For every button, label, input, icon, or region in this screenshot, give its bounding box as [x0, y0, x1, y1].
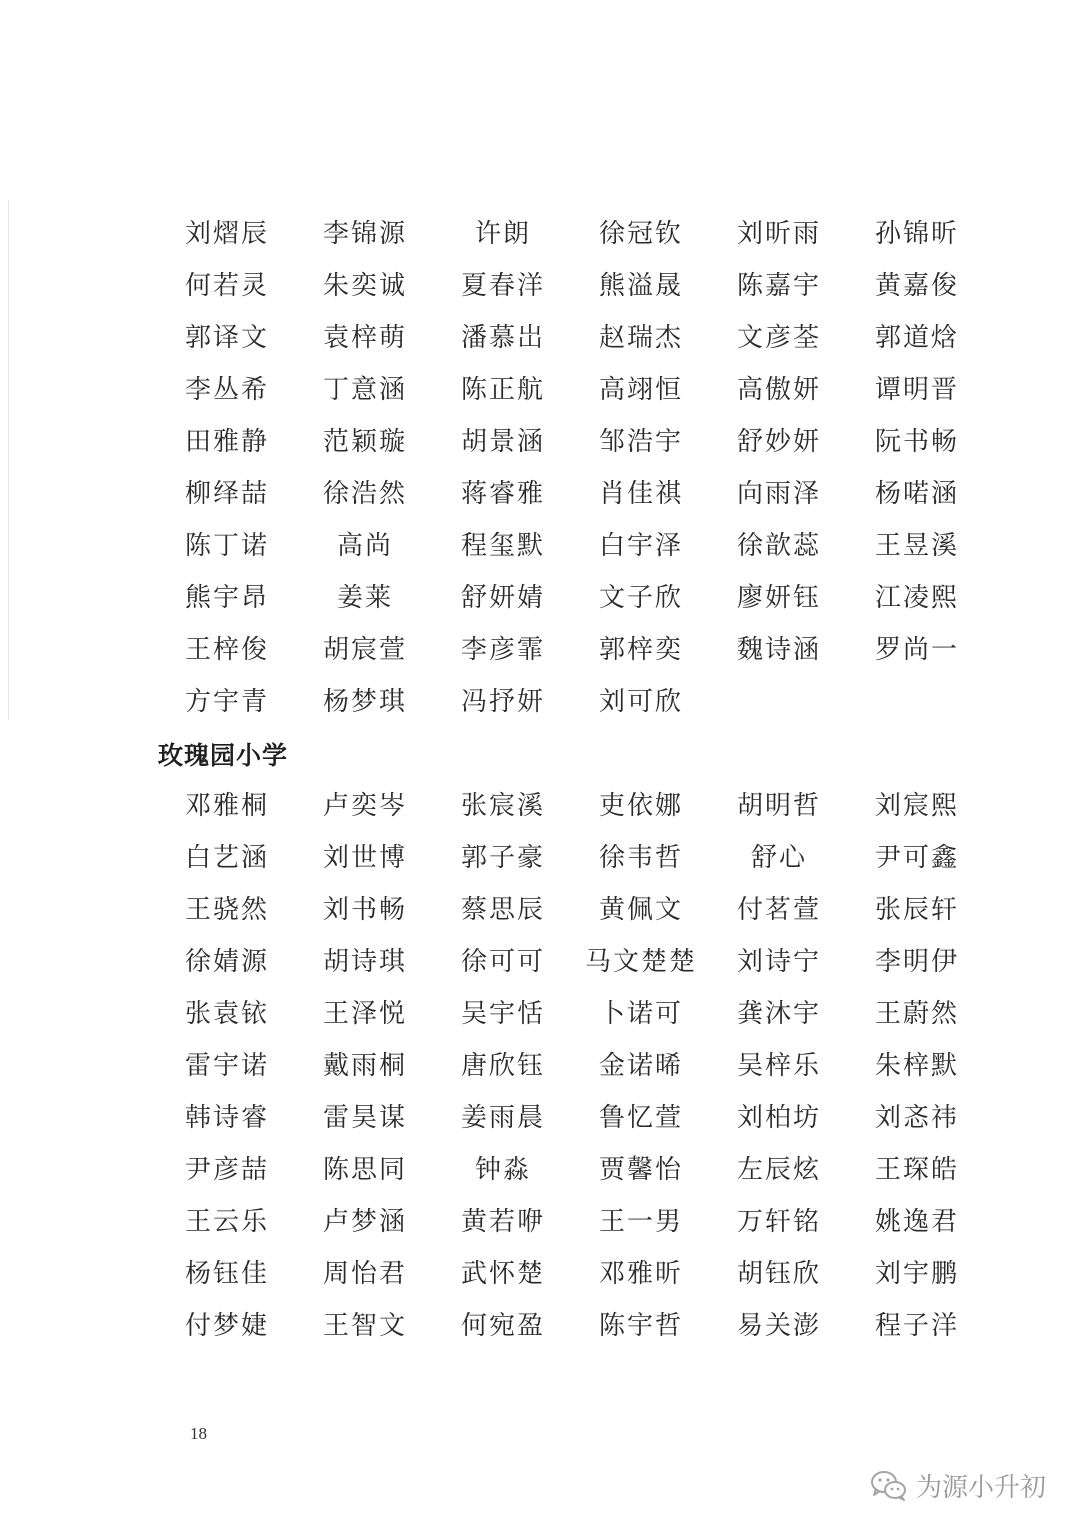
student-name: 孙锦昕: [874, 219, 959, 249]
name-row: [158, 676, 988, 728]
student-name: 邓雅昕: [598, 1259, 683, 1289]
student-name: 高傲妍: [736, 375, 821, 405]
student-name: 陈丁诺: [184, 531, 269, 561]
student-name: 朱奕诚: [322, 271, 407, 301]
student-name: 蒋睿雅: [460, 479, 545, 509]
student-name: 雷宇诺: [184, 1051, 269, 1081]
student-name: 白宇泽: [598, 531, 683, 561]
student-name: 魏诗涵: [736, 635, 821, 665]
student-name: 李彦霏: [460, 635, 545, 665]
student-name: 王骁然: [184, 895, 269, 925]
student-name: 胡宸萱: [322, 635, 407, 665]
student-name: 方宇青: [184, 687, 269, 717]
name-row: [158, 208, 988, 260]
name-row: [158, 312, 988, 364]
student-name: 潘慕岀: [460, 323, 545, 353]
student-name: 郭子豪: [460, 843, 545, 873]
student-name: 刘柏坊: [736, 1103, 821, 1133]
student-name: 高尚: [336, 531, 393, 561]
student-name: 丁意涵: [322, 375, 407, 405]
student-name: 罗尚一: [874, 635, 959, 665]
student-name: 周怡君: [322, 1259, 407, 1289]
student-name: 朱梓默: [874, 1051, 959, 1081]
student-name: 刘宸熙: [874, 791, 959, 821]
student-name: 杨钰佳: [184, 1259, 269, 1289]
student-name: 王智文: [322, 1311, 407, 1341]
student-name: 武怀楚: [460, 1259, 545, 1289]
student-name: 夏春洋: [460, 271, 545, 301]
student-name: 戴雨桐: [322, 1051, 407, 1081]
student-name: 王昱溪: [874, 531, 959, 561]
student-name: 刘诗宁: [736, 947, 821, 977]
student-name: 刘世博: [322, 843, 407, 873]
watermark: [870, 1467, 1046, 1504]
name-row: [158, 1092, 988, 1144]
student-name: 程子洋: [874, 1311, 959, 1341]
student-name: 胡景涵: [460, 427, 545, 457]
student-name: 舒心: [750, 843, 807, 873]
student-name: 胡钰欣: [736, 1259, 821, 1289]
student-name: 徐歆蕊: [736, 531, 821, 561]
student-name: 熊宇昂: [184, 583, 269, 613]
student-name: 何宛盈: [460, 1311, 545, 1341]
student-name: 胡明哲: [736, 791, 821, 821]
student-name: 舒妙妍: [736, 427, 821, 457]
student-name: 文彦荃: [736, 323, 821, 353]
student-name: 黄若咿: [460, 1207, 545, 1237]
student-name: 徐浩然: [322, 479, 407, 509]
name-row: [158, 572, 988, 624]
student-name: 杨梦琪: [322, 687, 407, 717]
name-row: [158, 1248, 988, 1300]
student-name: 廖妍钰: [736, 583, 821, 613]
student-name: 吴梓乐: [736, 1051, 821, 1081]
student-name: 王蔚然: [874, 999, 959, 1029]
name-row: [158, 780, 988, 832]
student-name: 左辰炫: [736, 1155, 821, 1185]
student-name: 姜雨晨: [460, 1103, 545, 1133]
student-name: 熊溢晟: [598, 271, 683, 301]
student-name: 李丛希: [184, 375, 269, 405]
student-name: 郭译文: [184, 323, 269, 353]
student-name: 贾馨怡: [598, 1155, 683, 1185]
name-row: [158, 832, 988, 884]
name-row: [158, 624, 988, 676]
name-row: [158, 936, 988, 988]
student-name: 唐欣钰: [460, 1051, 545, 1081]
name-row: [158, 520, 988, 572]
student-name: 徐韦哲: [598, 843, 683, 873]
student-name: 向雨泽: [736, 479, 821, 509]
student-name: 黄嘉俊: [874, 271, 959, 301]
student-name: 龚沐宇: [736, 999, 821, 1029]
student-name: 鲁忆萱: [598, 1103, 683, 1133]
name-list-2: [158, 780, 988, 1352]
student-name: 白艺涵: [184, 843, 269, 873]
student-name: 高翊恒: [598, 375, 683, 405]
student-name: 王一男: [598, 1207, 683, 1237]
student-name: 柳绎喆: [184, 479, 269, 509]
student-name: 王泽悦: [322, 999, 407, 1029]
name-row: [158, 260, 988, 312]
student-name: 万轩铭: [736, 1207, 821, 1237]
watermark-text: 为源小升初: [915, 1473, 1046, 1503]
student-name: 钟淼: [474, 1155, 531, 1185]
name-row: [158, 468, 988, 520]
student-name: 姜莱: [336, 583, 393, 613]
name-row: [158, 988, 988, 1040]
student-name: 刘忞祎: [874, 1103, 959, 1133]
student-name: 付茗萱: [736, 895, 821, 925]
name-row: [158, 364, 988, 416]
scan-edge-line: [8, 200, 9, 720]
student-name: 舒妍婧: [460, 583, 545, 613]
student-name: 范颖璇: [322, 427, 407, 457]
section-heading: 玫瑰园小学: [158, 741, 289, 770]
student-name: 卢奕岑: [322, 791, 407, 821]
name-row: [158, 1144, 988, 1196]
student-name: 蔡思辰: [460, 895, 545, 925]
student-name: 郭道焓: [874, 323, 959, 353]
student-name: 刘可欣: [598, 687, 683, 717]
wechat-icon: [870, 1470, 908, 1502]
student-name: 卜诺可: [598, 999, 683, 1029]
name-row: [158, 1300, 988, 1352]
student-name: 程玺默: [460, 531, 545, 561]
student-name: 徐婧源: [184, 947, 269, 977]
name-list-1: [158, 208, 988, 728]
student-name: 王琛皓: [874, 1155, 959, 1185]
student-name: 张袁铱: [184, 999, 269, 1029]
student-name: 韩诗睿: [184, 1103, 269, 1133]
student-name: 雷昊谋: [322, 1103, 407, 1133]
student-name: 邓雅桐: [184, 791, 269, 821]
student-name: 文子欣: [598, 583, 683, 613]
student-name: 江凌熙: [874, 583, 959, 613]
student-name: 尹彦喆: [184, 1155, 269, 1185]
student-name: 黄佩文: [598, 895, 683, 925]
name-row: [158, 1196, 988, 1248]
student-name: 何若灵: [184, 271, 269, 301]
student-name: 吴宇恬: [460, 999, 545, 1029]
student-name: 刘昕雨: [736, 219, 821, 249]
student-name: 吏依娜: [598, 791, 683, 821]
student-name: 刘书畅: [322, 895, 407, 925]
student-name: 王云乐: [184, 1207, 269, 1237]
student-name: 许朗: [474, 219, 531, 249]
student-name: 田雅静: [184, 427, 269, 457]
student-name: 陈思同: [322, 1155, 407, 1185]
student-name: 易关澎: [736, 1311, 821, 1341]
student-name: 阮书畅: [874, 427, 959, 457]
student-name: 冯抒妍: [460, 687, 545, 717]
student-name: 李明伊: [874, 947, 959, 977]
student-name: 陈宇哲: [598, 1311, 683, 1341]
student-name: 王梓俊: [184, 635, 269, 665]
student-name: 袁梓萌: [322, 323, 407, 353]
student-name: 卢梦涵: [322, 1207, 407, 1237]
student-name: 谭明晋: [874, 375, 959, 405]
student-name: 姚逸君: [874, 1207, 959, 1237]
name-row: [158, 416, 988, 468]
student-name: 尹可鑫: [874, 843, 959, 873]
student-name: 张宸溪: [460, 791, 545, 821]
name-row: [158, 1040, 988, 1092]
student-name: 邹浩宇: [598, 427, 683, 457]
student-name: 赵瑞杰: [598, 323, 683, 353]
student-name: 徐可可: [460, 947, 545, 977]
student-name: 金诺晞: [598, 1051, 683, 1081]
student-name: 杨喏涵: [874, 479, 959, 509]
student-name: 刘宇鹏: [874, 1259, 959, 1289]
student-name: 张辰轩: [874, 895, 959, 925]
student-name: 付梦婕: [184, 1311, 269, 1341]
student-name: 李锦源: [322, 219, 407, 249]
student-name: 郭梓奕: [598, 635, 683, 665]
student-name: 刘熠辰: [184, 219, 269, 249]
student-name: 肖佳祺: [598, 479, 683, 509]
student-name: 马文楚楚: [584, 947, 697, 977]
page-number: 18: [190, 1424, 207, 1443]
student-name: 胡诗琪: [322, 947, 407, 977]
student-name: 陈正航: [460, 375, 545, 405]
name-row: [158, 884, 988, 936]
student-name: 陈嘉宇: [736, 271, 821, 301]
student-name: 徐冠钦: [598, 219, 683, 249]
